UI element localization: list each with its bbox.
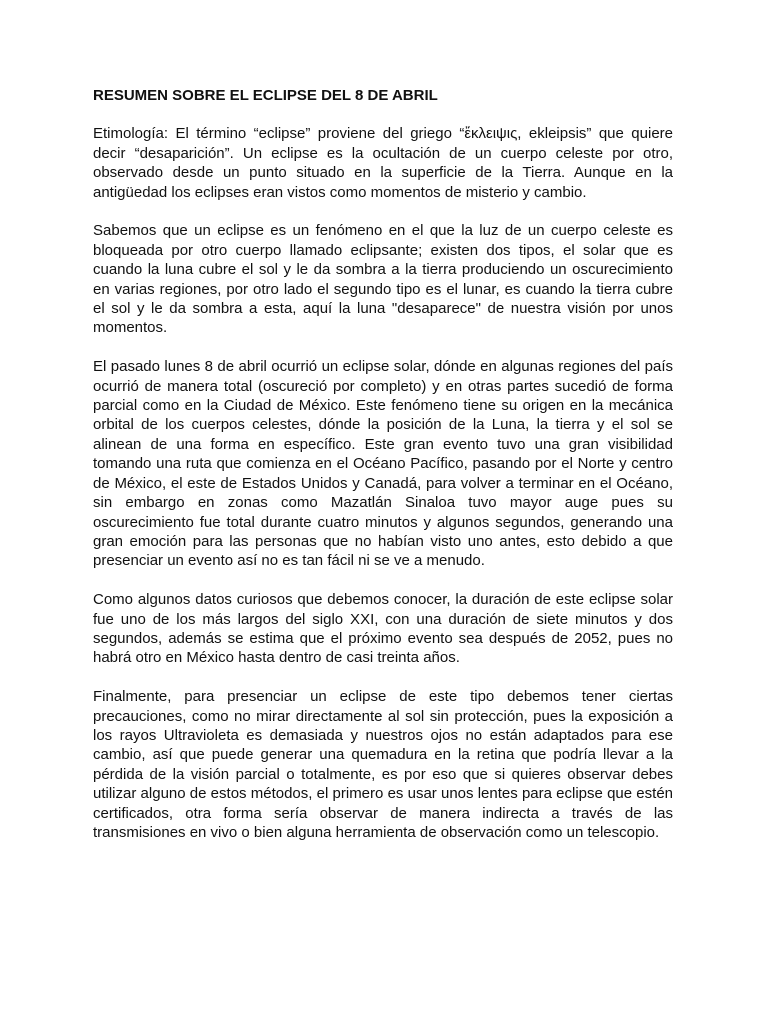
paragraph-eclipse-8-abril: El pasado lunes 8 de abril ocurrió un eclipse solar, dónde en algunas regiones del país ocurrió de manera total (oscureció por completo) y en otras partes sucedió de forma parcial como en la Ciudad de México. Este fenómeno tiene su origen en la mecánica orbital de los cuerpos celestes, dónde la posición de la Luna, la tierra y el sol se alinean de una forma en específico. Este gran evento tuvo una gran visibilidad tomando una ruta que comienza en el Océano Pacífico, pasando por el Norte y centro de México, el este de Estados Unidos y Canadá, para volver a terminar en el Océano, sin embargo en zonas como Mazatlán Sinaloa tuvo mayor auge pues su oscurecimiento fue total durante cuatro minutos y algunos segundos, generando una gran emoción para las personas que no habían visto uno antes, esto debido a que presenciar un evento así no es tan fácil ni se ve a menudo. xyxy=(93,358,673,570)
paragraph-datos-curiosos: Como algunos datos curiosos que debemos conocer, la duración de este eclipse solar fue uno de los más largos del siglo XXI, con una duración de siete minutos y dos segundos, además se estima que el próximo evento sea después de 2052, pues no habrá otro en México hasta dentro de casi treinta años. xyxy=(93,591,673,667)
paragraph-etimologia: Etimología: El término “eclipse” proviene del griego “ἔκλειψις, ekleipsis” que quiere decir “desaparición”. Un eclipse es la ocultación de un cuerpo celeste por otro, observado desde un punto situado en la superficie de la Tierra. Aunque en la antigüedad los eclipses eran vistos como momentos de misterio y cambio. xyxy=(93,125,673,201)
paragraph-precauciones: Finalmente, para presenciar un eclipse de este tipo debemos tener ciertas precauciones, como no mirar directamente al sol sin protección, pues la exposición a los rayos Ultravioleta es demasiada y nuestros ojos no están adaptados para ese cambio, así que puede generar una quemadura en la retina que podría llevar a la pérdida de la visión parcial o totalmente, es por eso que si quieres observar debes utilizar alguno de estos métodos, el primero es usar unos lentes para eclipse que estén certificados, otra forma sería observar de manera indirecta a través de las transmisiones en vivo o bien alguna herramienta de observación como un telescopio. xyxy=(93,688,673,841)
document-title: RESUMEN SOBRE EL ECLIPSE DEL 8 DE ABRIL xyxy=(93,87,438,104)
paragraph-definicion: Sabemos que un eclipse es un fenómeno en el que la luz de un cuerpo celeste es bloqueada por otro cuerpo llamado eclipsante; existen dos tipos, el solar que es cuando la luna cubre el sol y le da sombra a la tierra produciendo un oscurecimiento en varias regiones, por otro lado el segundo tipo es el lunar, es cuando la tierra cubre el sol y le da sombra a esta, aquí la luna "desaparece" de nuestra visión por unos momentos. xyxy=(93,222,673,337)
document-page xyxy=(93,86,673,842)
